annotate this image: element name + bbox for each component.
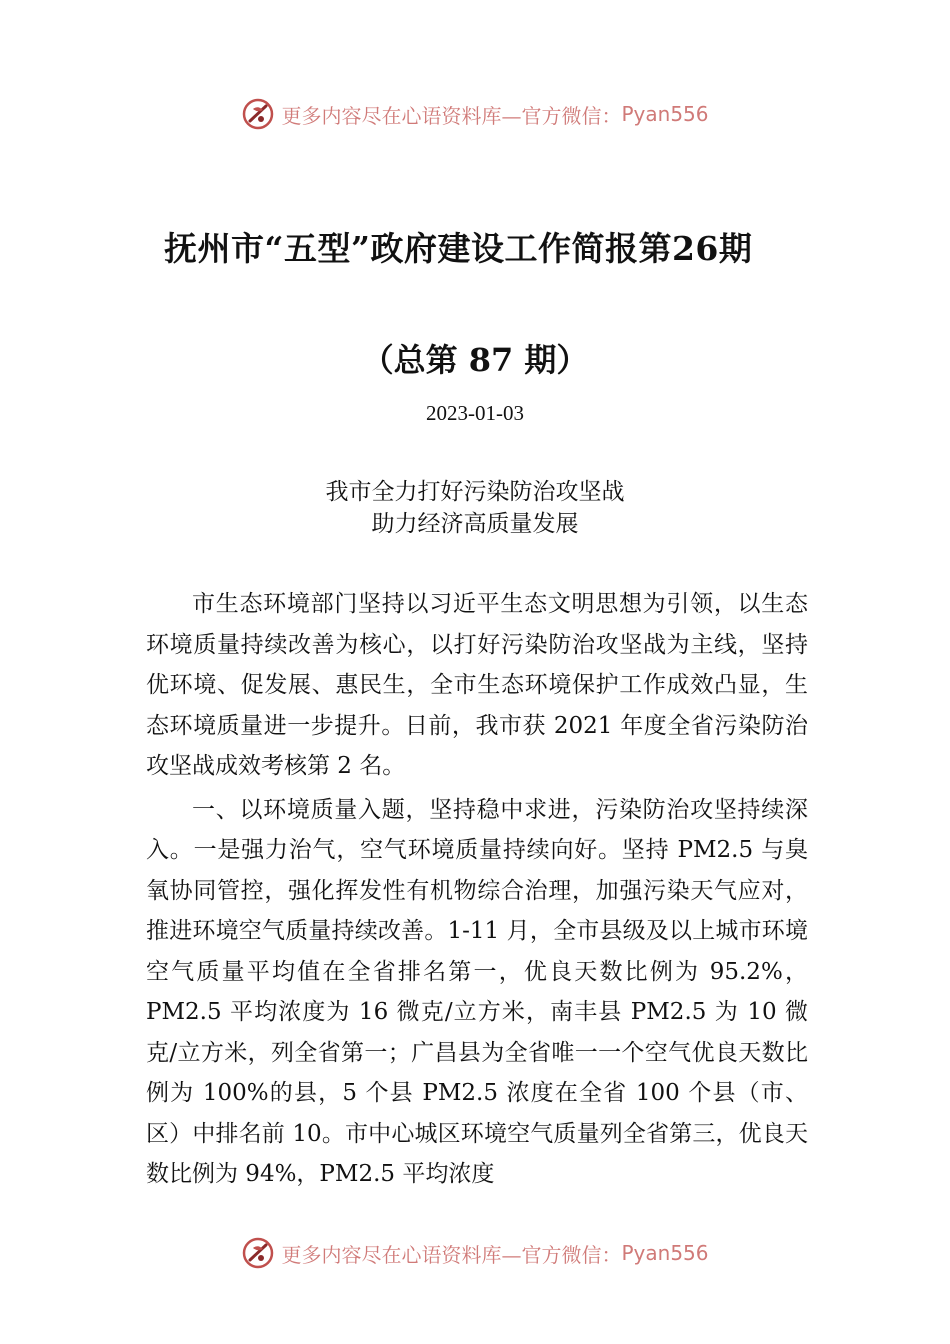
watermark-text: 更多内容尽在心语资料库—官方微信：	[281, 103, 622, 128]
watermark-text: 更多内容尽在心语资料库—官方微信：	[281, 1242, 622, 1267]
article-heading-line-1: 我市全力打好污染防治攻坚战	[325, 479, 625, 505]
paragraph-intro: 市生态环境部门坚持以习近平生态文明思想为引领，以生态环境质量持续改善为核心，以打好污染防治攻坚战为主线，坚持优环境、促发展、惠民生，全市生态环境保护工作成效凸显，生态环境质量进一步提升。日前，我市获 2021 年度全省污染防治攻坚战成效考核第 2 名。	[146, 591, 808, 779]
article-heading	[0, 476, 950, 540]
article-heading-line-2: 助力经济高质量发展	[371, 511, 579, 537]
article-body	[146, 584, 808, 1198]
logo-icon	[241, 97, 275, 131]
issue-number: （总第 87 期）	[361, 341, 589, 379]
paragraph-section-1: 一、以环境质量入题，坚持稳中求进，污染防治攻坚持续深入。一是强力治气，空气环境质量持续向好。坚持 PM2.5 与臭氧协同管控，强化挥发性有机物综合治理，加强污染天气应对，推进环境空气质量持续改善。1-11 月，全市县级及以上城市环境空气质量平均值在全省排名第一，优良天数比例为 95.2%，PM2.5 平均浓度为 16 微克/立方米，南丰县 PM2.5 为 10 微克/立方米，列全省第一；广昌县为全省唯一一个空气优良天数比例为 100%的县，5 个县 PM2.5 浓度在全省 100 个县（市、区）中排名前 10。市中心城区环境空气质量列全省第三，优良天数比例为 94%，PM2.5 平均浓度	[146, 796, 808, 1187]
logo-icon	[241, 1236, 275, 1270]
watermark-handle: Pyan556	[621, 102, 709, 126]
watermark-handle: Pyan556	[621, 1241, 709, 1265]
watermark-banner-bottom	[0, 1233, 950, 1273]
watermark-banner-top	[0, 94, 950, 134]
document-title: 抚州市“五型”政府建设工作简报第26期	[164, 229, 753, 268]
document-date: 2023-01-03	[426, 401, 524, 425]
